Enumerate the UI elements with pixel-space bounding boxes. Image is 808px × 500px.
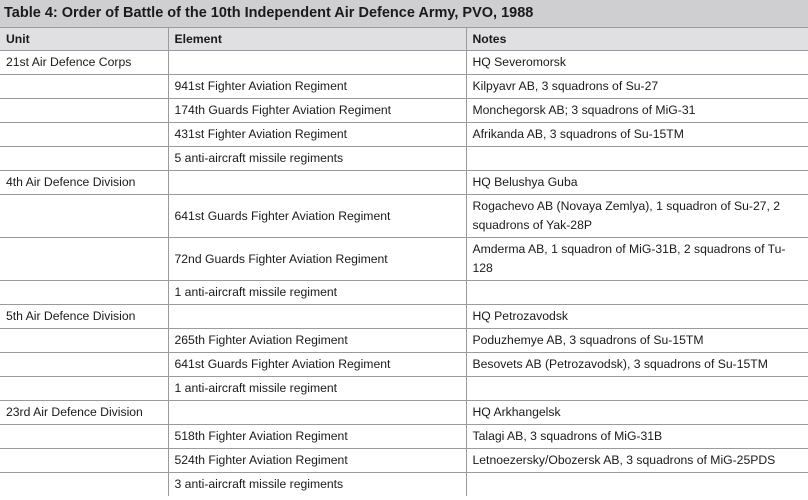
cell-unit: 5th Air Defence Division: [0, 305, 168, 329]
cell-unit: [0, 123, 168, 147]
table-row: [0, 195, 808, 238]
cell-notes: Rogachevo AB (Novaya Zemlya), 1 squadron of Su-27, 2 squadrons of Yak-28P: [466, 195, 808, 238]
cell-notes: [466, 377, 808, 401]
cell-unit: [0, 425, 168, 449]
header-notes: Notes: [466, 28, 808, 51]
cell-unit: [0, 353, 168, 377]
cell-element: 174th Guards Fighter Aviation Regiment: [168, 99, 466, 123]
cell-element: [168, 171, 466, 195]
table-row: [0, 238, 808, 281]
cell-notes: Afrikanda AB, 3 squadrons of Su-15TM: [466, 123, 808, 147]
table-header-row: [0, 28, 808, 51]
cell-element: 265th Fighter Aviation Regiment: [168, 329, 466, 353]
cell-notes: HQ Severomorsk: [466, 51, 808, 75]
table-row: [0, 305, 808, 329]
cell-unit: [0, 99, 168, 123]
cell-unit: [0, 195, 168, 238]
cell-unit: [0, 147, 168, 171]
table-row: [0, 473, 808, 497]
cell-unit: 4th Air Defence Division: [0, 171, 168, 195]
table-row: [0, 353, 808, 377]
cell-notes: Amderma AB, 1 squadron of MiG-31B, 2 squadrons of Tu-128: [466, 238, 808, 281]
header-unit: Unit: [0, 28, 168, 51]
table-row: [0, 51, 808, 75]
cell-unit: [0, 473, 168, 497]
cell-element: 641st Guards Fighter Aviation Regiment: [168, 353, 466, 377]
table-row: [0, 75, 808, 99]
header-element: Element: [168, 28, 466, 51]
cell-notes: HQ Arkhangelsk: [466, 401, 808, 425]
cell-element: 1 anti-aircraft missile regiment: [168, 377, 466, 401]
cell-element: 3 anti-aircraft missile regiments: [168, 473, 466, 497]
cell-element: 524th Fighter Aviation Regiment: [168, 449, 466, 473]
cell-notes: Monchegorsk AB; 3 squadrons of MiG-31: [466, 99, 808, 123]
order-of-battle-table: [0, 27, 808, 496]
cell-element: [168, 51, 466, 75]
table-row: [0, 171, 808, 195]
cell-element: 941st Fighter Aviation Regiment: [168, 75, 466, 99]
table-row: [0, 147, 808, 171]
cell-unit: 21st Air Defence Corps: [0, 51, 168, 75]
table-row: [0, 123, 808, 147]
table-body: [0, 51, 808, 497]
cell-unit: [0, 329, 168, 353]
table-row: [0, 425, 808, 449]
cell-element: [168, 401, 466, 425]
table-row: [0, 281, 808, 305]
cell-element: 5 anti-aircraft missile regiments: [168, 147, 466, 171]
cell-unit: [0, 281, 168, 305]
table-row: [0, 329, 808, 353]
cell-element: [168, 305, 466, 329]
table-title: Table 4: Order of Battle of the 10th Independent Air Defence Army, PVO, 1988: [0, 0, 808, 27]
cell-notes: Besovets AB (Petrozavodsk), 3 squadrons of Su-15TM: [466, 353, 808, 377]
cell-unit: [0, 449, 168, 473]
cell-element: 431st Fighter Aviation Regiment: [168, 123, 466, 147]
cell-element: 72nd Guards Fighter Aviation Regiment: [168, 238, 466, 281]
table-row: [0, 377, 808, 401]
cell-notes: HQ Petrozavodsk: [466, 305, 808, 329]
cell-unit: 23rd Air Defence Division: [0, 401, 168, 425]
table-row: [0, 99, 808, 123]
cell-element: 1 anti-aircraft missile regiment: [168, 281, 466, 305]
cell-notes: Talagi AB, 3 squadrons of MiG-31B: [466, 425, 808, 449]
table-row: [0, 401, 808, 425]
cell-unit: [0, 377, 168, 401]
cell-notes: Poduzhemye AB, 3 squadrons of Su-15TM: [466, 329, 808, 353]
cell-unit: [0, 238, 168, 281]
cell-notes: [466, 147, 808, 171]
cell-element: 518th Fighter Aviation Regiment: [168, 425, 466, 449]
cell-notes: Letnoezersky/Obozersk AB, 3 squadrons of MiG-25PDS: [466, 449, 808, 473]
cell-element: 641st Guards Fighter Aviation Regiment: [168, 195, 466, 238]
cell-notes: [466, 473, 808, 497]
table-row: [0, 449, 808, 473]
cell-notes: [466, 281, 808, 305]
cell-unit: [0, 75, 168, 99]
cell-notes: HQ Belushya Guba: [466, 171, 808, 195]
cell-notes: Kilpyavr AB, 3 squadrons of Su-27: [466, 75, 808, 99]
